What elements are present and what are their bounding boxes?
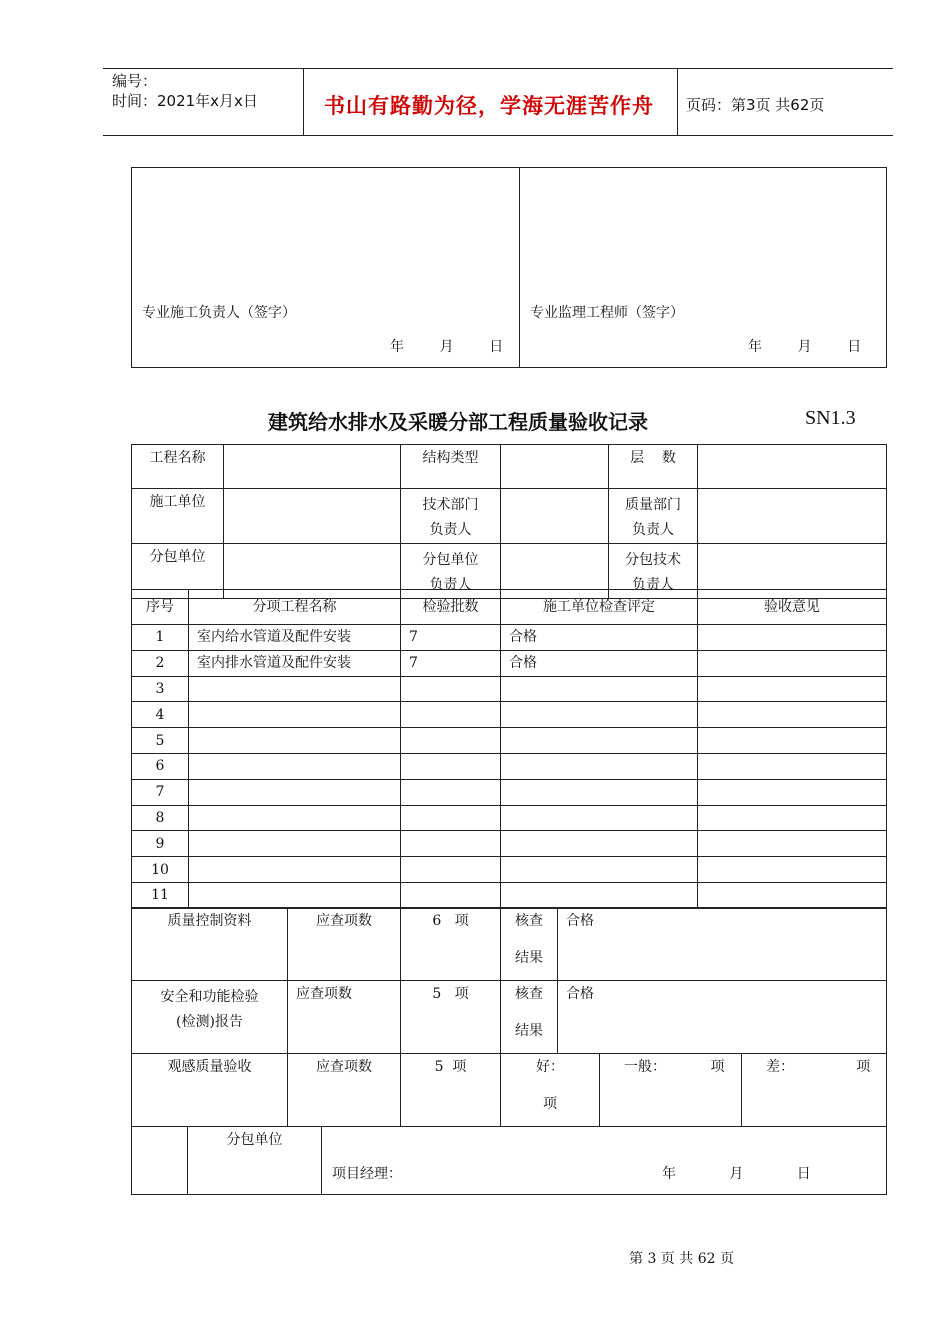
subitem-no: 2	[132, 650, 189, 676]
subitem-evaluation	[501, 831, 698, 857]
subitem-table	[131, 589, 887, 909]
signoff-blank-cell	[132, 1127, 188, 1195]
structure-type-value	[501, 445, 609, 489]
subitem-opinion	[698, 805, 887, 831]
subitem-no: 6	[132, 753, 189, 779]
subitem-opinion	[698, 702, 887, 728]
subitem-name	[189, 831, 401, 857]
col-evaluation-header: 施工单位检查评定	[501, 590, 698, 625]
subitem-batches	[401, 676, 501, 702]
subitem-evaluation	[501, 728, 698, 754]
subitem-no: 1	[132, 625, 189, 651]
subitem-row	[132, 857, 887, 883]
subitem-name	[189, 805, 401, 831]
floors-label: 层 数	[609, 445, 698, 489]
qc-result-line1: 核查	[515, 913, 543, 929]
subitem-name: 室内排水管道及配件安装	[189, 650, 401, 676]
info-table	[131, 444, 887, 599]
page-info: 页码：第3页 共62页	[686, 96, 825, 114]
safety-result-line1: 核查	[515, 986, 543, 1002]
summary-table	[131, 907, 887, 1127]
subitem-opinion	[698, 831, 887, 857]
tech-dept-head-value	[501, 489, 609, 544]
subitem-name	[189, 702, 401, 728]
serial-label: 编号：	[112, 72, 158, 90]
subitem-evaluation	[501, 676, 698, 702]
subitem-evaluation	[501, 753, 698, 779]
subitem-header-row	[132, 590, 887, 625]
safety-label	[132, 981, 288, 1054]
project-name-label: 工程名称	[132, 445, 224, 489]
subitem-evaluation	[501, 882, 698, 908]
supervisor-signature-date: 年 月 日	[748, 339, 862, 355]
form-title: 建筑给水排水及采暖分部工程质量验收记录	[268, 410, 648, 434]
subitem-batches	[401, 882, 501, 908]
subitem-row	[132, 728, 887, 754]
subitem-opinion	[698, 625, 887, 651]
quality-control-label: 质量控制资料	[132, 908, 288, 981]
time-label: 时间：2021年x月x日	[112, 92, 258, 110]
contractor-value	[224, 489, 401, 544]
header-divider-left	[303, 68, 304, 136]
header-bottom-rule	[103, 135, 893, 136]
subitem-evaluation: 合格	[501, 650, 698, 676]
appearance-row	[132, 1054, 887, 1127]
subitem-opinion	[698, 753, 887, 779]
col-no-header: 序号	[132, 590, 189, 625]
safety-result: 合格	[558, 981, 887, 1054]
supervisor-signature-label: 专业监理工程师（签字）	[530, 305, 684, 321]
subitem-name	[189, 857, 401, 883]
safety-result-label	[501, 981, 558, 1054]
subitem-batches	[401, 779, 501, 805]
subitem-evaluation: 合格	[501, 625, 698, 651]
supervisor-signature-cell	[520, 168, 887, 368]
subitem-no: 11	[132, 882, 189, 908]
header-top-rule	[103, 68, 893, 69]
appearance-check-label: 应查项数	[288, 1054, 401, 1127]
subitem-row	[132, 650, 887, 676]
sub-unit-head-line2: 负责人	[429, 577, 472, 593]
subitem-no: 3	[132, 676, 189, 702]
quality-dept-line2: 负责人	[632, 522, 674, 538]
project-name-value	[224, 445, 401, 489]
subitem-evaluation	[501, 779, 698, 805]
contractor-signature-date: 年 月 日	[390, 339, 504, 355]
quality-dept-head-label	[609, 489, 698, 544]
tech-dept-head-label	[401, 489, 501, 544]
sub-tech-head-line1: 分包技术	[625, 552, 681, 568]
signature-table	[131, 167, 887, 368]
subitem-batches	[401, 831, 501, 857]
subitem-name	[189, 676, 401, 702]
signoff-table	[131, 1126, 887, 1195]
quality-control-row	[132, 908, 887, 981]
signoff-date: 年 月 日	[662, 1166, 811, 1182]
subitem-name	[189, 753, 401, 779]
subitem-evaluation	[501, 805, 698, 831]
safety-row	[132, 981, 887, 1054]
safety-count: 5 项	[401, 981, 501, 1054]
quality-control-check-label: 应查项数	[288, 908, 401, 981]
subitem-opinion	[698, 882, 887, 908]
subitem-no: 5	[132, 728, 189, 754]
subitem-row	[132, 831, 887, 857]
subitem-no: 7	[132, 779, 189, 805]
subitem-batches	[401, 702, 501, 728]
subitem-row	[132, 805, 887, 831]
subitem-row	[132, 753, 887, 779]
quality-control-count: 6 项	[401, 908, 501, 981]
subitem-opinion	[698, 857, 887, 883]
appearance-general: 一般： 项	[600, 1054, 742, 1127]
subitem-batches	[401, 728, 501, 754]
subitem-opinion	[698, 676, 887, 702]
signoff-manager-label: 项目经理：	[332, 1166, 402, 1182]
subitem-batches	[401, 857, 501, 883]
appearance-poor: 差： 项	[742, 1054, 887, 1127]
sub-unit-head-line1: 分包单位	[422, 552, 479, 568]
subcontractor-label: 分包单位	[132, 544, 224, 599]
appearance-good-label: 好：	[536, 1059, 564, 1075]
form-code: SN1.3	[805, 407, 856, 429]
subitem-name	[189, 779, 401, 805]
subitem-row	[132, 625, 887, 651]
subitem-no: 10	[132, 857, 189, 883]
contractor-signature-cell	[132, 168, 520, 368]
subitem-evaluation	[501, 702, 698, 728]
header-divider-right	[677, 68, 678, 136]
subitem-opinion	[698, 779, 887, 805]
subitem-no: 8	[132, 805, 189, 831]
tech-dept-line1: 技术部门	[422, 497, 479, 513]
quality-dept-head-value	[698, 489, 887, 544]
safety-result-line2: 结果	[515, 1023, 543, 1039]
subitem-no: 9	[132, 831, 189, 857]
tech-dept-line2: 负责人	[429, 522, 472, 538]
col-batches-header: 检验批数	[401, 590, 501, 625]
quality-dept-line1: 质量部门	[625, 497, 681, 513]
subitem-row	[132, 882, 887, 908]
subitem-name: 室内给水管道及配件安装	[189, 625, 401, 651]
subitem-name	[189, 728, 401, 754]
subitem-batches	[401, 805, 501, 831]
contractor-label: 施工单位	[132, 489, 224, 544]
appearance-good-unit: 项	[543, 1096, 557, 1112]
footer-page: 第 3 页 共 62 页	[629, 1251, 734, 1267]
motto: 书山有路勤为径，学海无涯苦作舟	[324, 94, 654, 118]
subitem-batches: 7	[401, 650, 501, 676]
col-name-header: 分项工程名称	[189, 590, 401, 625]
safety-label-line1: 安全和功能检验	[160, 989, 259, 1005]
subitem-opinion	[698, 728, 887, 754]
subitem-batches: 7	[401, 625, 501, 651]
appearance-label: 观感质量验收	[132, 1054, 288, 1127]
appearance-count: 5 项	[401, 1054, 501, 1127]
subitem-row	[132, 702, 887, 728]
signoff-manager-cell	[322, 1127, 887, 1195]
qc-result-line2: 结果	[515, 950, 543, 966]
contractor-signature-label: 专业施工负责人（签字）	[142, 305, 296, 321]
signoff-unit-label: 分包单位	[188, 1127, 322, 1195]
appearance-good	[501, 1054, 600, 1127]
subitem-row	[132, 676, 887, 702]
subitem-evaluation	[501, 857, 698, 883]
col-opinion-header: 验收意见	[698, 590, 887, 625]
safety-check-label: 应查项数	[288, 981, 401, 1054]
safety-label-line2: (检测)报告	[176, 1014, 243, 1030]
subitem-batches	[401, 753, 501, 779]
subitem-name	[189, 882, 401, 908]
floors-value	[698, 445, 887, 489]
structure-type-label: 结构类型	[401, 445, 501, 489]
subitem-row	[132, 779, 887, 805]
subitem-no: 4	[132, 702, 189, 728]
sub-tech-head-line2: 负责人	[632, 577, 674, 593]
quality-control-result: 合格	[558, 908, 887, 981]
quality-control-result-label	[501, 908, 558, 981]
subitem-opinion	[698, 650, 887, 676]
